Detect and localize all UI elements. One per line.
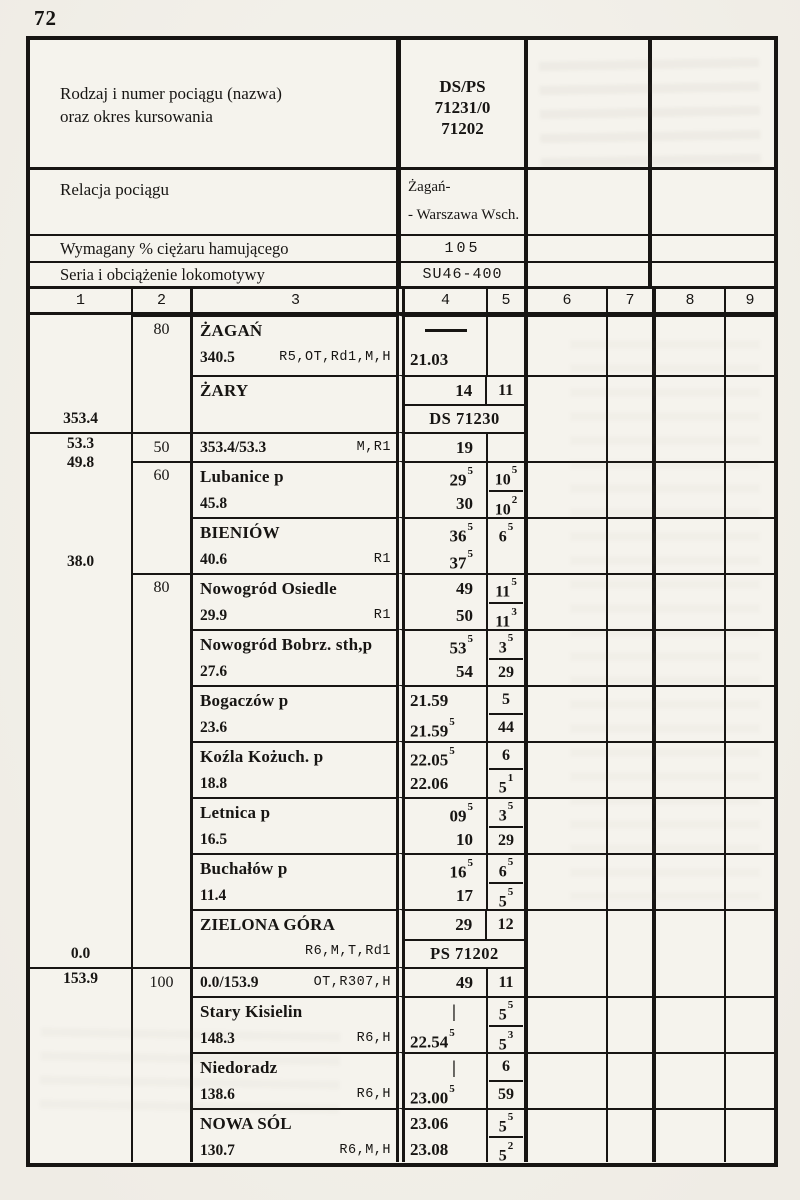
- route-codes: R1: [373, 608, 391, 623]
- pass-through-mark: |: [452, 1057, 456, 1077]
- station-name: Letnica p: [200, 803, 271, 822]
- col-num-7: 7: [606, 289, 652, 312]
- run-time-lower: $5^3$: [498, 1029, 514, 1054]
- table-row-nowa-sol: [30, 1108, 774, 1165]
- km-post: 11.4: [200, 887, 227, 904]
- col-num-9: 9: [724, 289, 774, 312]
- departure-time: 50: [456, 606, 473, 625]
- run-time-upper: 5: [489, 687, 523, 715]
- departure-time: 23.08: [410, 1140, 449, 1159]
- run-time-lower: 29: [498, 664, 514, 681]
- km-post: 340.5: [200, 349, 235, 366]
- arrival-time: 29: [455, 915, 473, 934]
- km-post: 29.9: [200, 607, 228, 624]
- run-time-upper: 11: [498, 974, 514, 991]
- station-name: Niedoradz: [200, 1058, 278, 1077]
- run-time-upper: $5^5$: [489, 998, 523, 1027]
- run-time: 49: [456, 973, 473, 992]
- arrival-time: $29^5$: [449, 465, 473, 490]
- relation-value: Żagań- - Warszawa Wsch.: [408, 179, 520, 223]
- km-post: 45.8: [200, 495, 228, 512]
- run-time-lower: $5^1$: [498, 772, 514, 797]
- run-time-right: 11: [485, 377, 524, 404]
- run-time-lower: 59: [498, 1086, 514, 1103]
- km-margin-note-0: 0.0 153.9: [30, 943, 131, 988]
- table-row-niedoradz: [30, 1052, 774, 1108]
- station-name: Nowogród Bobrz. sth,p: [200, 635, 373, 654]
- station-name: Lubanice p: [200, 467, 284, 486]
- station-name: Buchałów p: [200, 859, 288, 878]
- header-train-number-row: [30, 40, 774, 170]
- header-loco-row: [30, 263, 774, 289]
- route-codes: OT,R307,H: [313, 975, 391, 990]
- km-post: 16.5: [200, 831, 228, 848]
- route-codes: R6,M,T,Rd1: [304, 944, 391, 959]
- table-row-bogaczow: [30, 685, 774, 741]
- station-name: ŻARY: [200, 381, 249, 400]
- relation-label: Relacja pociągu: [60, 180, 170, 199]
- departure-time: $37^5$: [449, 548, 473, 573]
- run-time: 19: [456, 438, 473, 457]
- train-number-change: PS 71202: [405, 939, 524, 967]
- table-row-km-change: [30, 432, 774, 461]
- table-row-stary-kisielin: [30, 996, 774, 1052]
- run-time-right: 12: [485, 911, 524, 939]
- station-name: Bogaczów p: [200, 691, 289, 710]
- departure-time: 54: [456, 662, 473, 681]
- pass-through-mark: |: [452, 1001, 456, 1021]
- col-num-4: 4: [396, 289, 486, 312]
- run-time-lower: $5^2$: [498, 1140, 514, 1165]
- timetable-table: [26, 36, 778, 1167]
- speed-limit: 80: [131, 315, 193, 375]
- speed-limit: 60: [131, 461, 193, 517]
- table-row-bieniow: [30, 517, 774, 573]
- route-codes: R6,H: [356, 1031, 391, 1046]
- col-num-1: 1: [75, 292, 85, 309]
- table-row-lubanice: [30, 461, 774, 517]
- station-name: ZIELONA GÓRA: [200, 915, 336, 934]
- km-post: 130.7: [200, 1142, 235, 1159]
- speed-limit: 80: [131, 573, 193, 629]
- table-row-zagan: [30, 315, 774, 375]
- km-post: 138.6: [200, 1086, 235, 1103]
- station-name: Nowogród Osiedle: [200, 579, 337, 598]
- table-row-nowogrod-osiedle: [30, 573, 774, 629]
- arrival-time: 22.05$^5$: [410, 745, 455, 770]
- route-codes: R1: [373, 552, 391, 567]
- table-row-buchalow: [30, 853, 774, 909]
- column-number-row: [30, 289, 774, 315]
- km-post: 23.6: [200, 719, 228, 736]
- train-number-change: DS 71230: [405, 404, 524, 432]
- train-number: DS/PS 71231/0 71202: [434, 77, 491, 138]
- station-name: ŻAGAŃ: [200, 321, 263, 340]
- table-row-letnica: [30, 797, 774, 853]
- arrival-time: 23.06: [410, 1114, 449, 1133]
- run-time-upper: $6^5$: [489, 855, 523, 884]
- departure-time: 10: [456, 830, 473, 849]
- run-time-lower: $5^5$: [498, 886, 514, 911]
- col-num-3: 3: [290, 292, 300, 309]
- route-codes: R6,H: [356, 1087, 391, 1102]
- arrival-time: $16^5$: [449, 857, 473, 882]
- brake-value: 105: [396, 236, 528, 261]
- run-time-upper: $3^5$: [489, 631, 523, 660]
- arrival-time: 49: [456, 579, 473, 598]
- run-time-lower: $10^2$: [494, 494, 518, 519]
- loco-label: Seria i obciążenie lokomotywy: [60, 265, 265, 284]
- route-codes: M,R1: [356, 440, 391, 455]
- departure-time: 23.00$^5$: [410, 1083, 455, 1108]
- departure-time: 17: [456, 886, 473, 905]
- departure-time: 22.54$^5$: [410, 1027, 455, 1052]
- run-time-upper: 6: [489, 743, 523, 770]
- km-margin-note-38: 38.0: [66, 553, 95, 570]
- table-row-kozla: [30, 741, 774, 797]
- train-type-label: Rodzaj i numer pociągu (nazwa) oraz okres kursowania: [60, 84, 282, 126]
- run-time-upper: $10^5$: [489, 463, 523, 492]
- col-num-6: 6: [562, 292, 572, 309]
- run-time-upper: 6: [489, 1054, 523, 1082]
- col-num-5: 5: [486, 289, 528, 312]
- col-num-2: 2: [131, 289, 193, 312]
- run-time-upper: $11^5$: [489, 575, 523, 604]
- departure-time: 22.06: [410, 774, 449, 793]
- run-time-upper: $3^5$: [489, 799, 523, 828]
- departure-time: 21.03: [410, 350, 449, 369]
- arrival-time: $53^5$: [449, 633, 473, 658]
- route-codes: R5,OT,Rd1,M,H: [279, 350, 391, 365]
- km-post: 148.3: [200, 1030, 235, 1047]
- km-post: 27.6: [200, 663, 228, 680]
- col-num-8: 8: [652, 289, 724, 312]
- run-time-upper: $6^5$: [498, 521, 514, 546]
- header-brake-row: [30, 236, 774, 263]
- station-name: BIENIÓW: [200, 523, 280, 542]
- km-post: 40.6: [200, 551, 228, 568]
- brake-label: Wymagany % ciężaru hamującego: [60, 239, 289, 258]
- run-time-lower: $11^3$: [495, 606, 517, 631]
- speed-limit: 100: [131, 967, 193, 996]
- run-time-lower: 44: [498, 719, 514, 736]
- loco-value: SU46-400: [396, 263, 528, 286]
- no-arrival-dash: [405, 317, 486, 346]
- table-row-km-change-2: [30, 967, 774, 996]
- arrival-time: 21.59: [410, 691, 449, 710]
- arrival-time: $36^5$: [449, 521, 473, 546]
- km-change: 353.4/53.3: [200, 439, 267, 456]
- departure-time: 21.59$^5$: [410, 716, 455, 741]
- station-name: NOWA SÓL: [200, 1114, 292, 1133]
- table-row-nowogrod-bobrz: [30, 629, 774, 685]
- run-time: 14: [455, 381, 473, 400]
- route-codes: R6,M,H: [339, 1143, 391, 1158]
- table-row-zielona-gora: [30, 909, 774, 967]
- km-margin-note-353: 353.4 53.3 49.8: [30, 408, 131, 472]
- run-time-upper: $5^5$: [489, 1110, 523, 1138]
- run-time-lower: 29: [498, 832, 514, 849]
- speed-limit: 50: [131, 432, 193, 461]
- km-change: 0.0/153.9: [200, 974, 259, 991]
- table-row-zary: [30, 375, 774, 432]
- station-name: Koźla Kożuch. p: [200, 747, 324, 766]
- page-number: 72: [34, 6, 57, 30]
- km-post: 18.8: [200, 775, 228, 792]
- station-name: Stary Kisielin: [200, 1002, 303, 1021]
- departure-time: 30: [456, 494, 473, 513]
- header-relation-row: [30, 170, 774, 236]
- arrival-time: $09^5$: [449, 801, 473, 826]
